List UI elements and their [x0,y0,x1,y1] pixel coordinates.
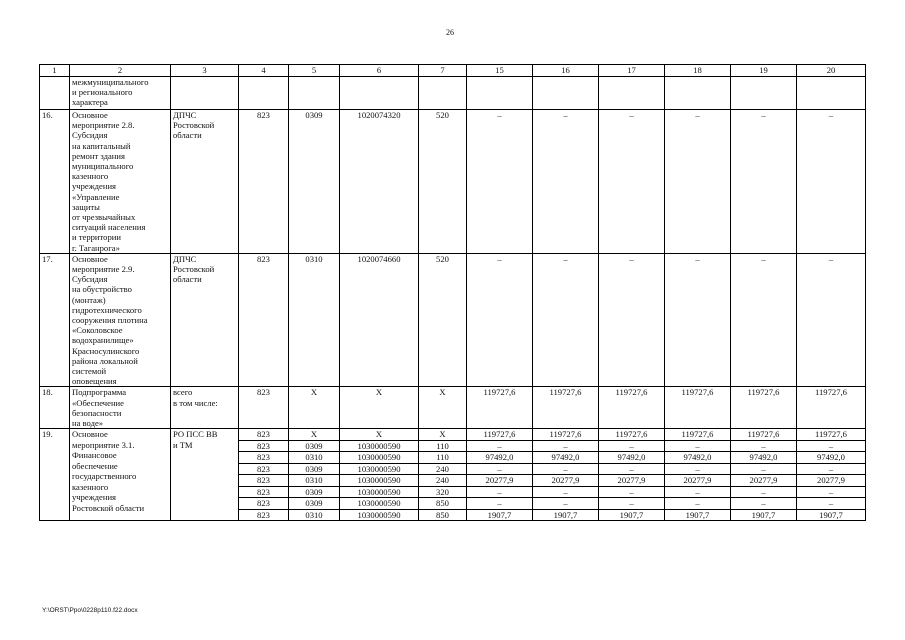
value-cell: 119727,6 [599,429,665,441]
name-line: Финансовое [72,450,117,461]
expense-code-cell: 520 [419,253,467,387]
expense-code-cell: 240 [419,475,467,487]
exec-line: в том числе: [173,397,218,408]
table-row [40,110,866,254]
num-cell: 16. [40,110,70,254]
value-cell: 97492,0 [599,452,665,464]
expense-code-cell: 110 [419,440,467,452]
gov-code-cell: 823 [239,498,289,510]
name-line: мероприятие 3.1. [72,439,135,450]
name-cell [70,387,171,429]
gov-code-cell: 823 [239,452,289,464]
expense-code-cell: Х [419,429,467,441]
header-cell: 16 [533,65,599,77]
header-cell: 5 [289,65,340,77]
value-cell: 119727,6 [533,387,599,429]
exec-line: ДПЧС [173,253,197,264]
gov-code-cell: 823 [239,463,289,475]
name-line: и территории [72,232,121,243]
value-cell: – [731,440,797,452]
value-cell: – [533,110,599,254]
value-cell: – [533,463,599,475]
code-cell [289,77,340,110]
value-cell: 97492,0 [731,452,797,464]
name-cell [70,110,171,254]
num-cell: 17. [40,253,70,387]
header-cell: 20 [797,65,866,77]
value-cell: – [665,110,731,254]
gov-code-cell: 823 [239,440,289,452]
value-cell: 119727,6 [665,387,731,429]
target-code-cell: 1030000590 [340,486,419,498]
value-cell: 119727,6 [731,429,797,441]
name-line: района локальной [72,355,138,366]
target-code-cell: Х [340,429,419,441]
value-cell: – [533,440,599,452]
gov-code-cell: 823 [239,253,289,387]
target-code-cell: 1030000590 [340,498,419,510]
name-line: ремонт здания [72,150,125,161]
exec-line: области [173,274,202,285]
value-cell: 97492,0 [533,452,599,464]
target-code-cell: Х [340,387,419,429]
target-code-cell: 1030000590 [340,475,419,487]
exec-cell [171,77,239,110]
expense-code-cell: 240 [419,463,467,475]
header-cell: 19 [731,65,797,77]
file-path-footer: Y:\ORST\Ppo\0228p110.f22.docx [42,607,138,614]
name-line: на воде» [72,418,104,429]
value-cell: – [731,498,797,510]
name-line: оповещения [72,376,117,387]
header-cell: 3 [171,65,239,77]
name-line: системой [72,366,107,377]
name-line: «Обеспечение [72,397,124,408]
value-cell: – [665,253,731,387]
value-cell: 119727,6 [665,429,731,441]
code-cell [419,77,467,110]
exec-cell [171,429,239,521]
section-code-cell: 0309 [289,486,340,498]
name-line: Красносулинского [72,345,140,356]
value-cell: 119727,6 [467,387,533,429]
name-line: от чрезвычайных [72,212,136,223]
name-line: Основное [72,253,108,264]
name-line: межмуниципального [72,77,149,87]
name-cell [70,77,171,110]
exec-cell [171,387,239,429]
header-cell: 6 [340,65,419,77]
value-cell: 97492,0 [665,452,731,464]
exec-line: и ТМ [173,439,193,450]
exec-line: РО ПСС ВВ [173,429,218,440]
name-line: государственного [72,471,137,482]
value-cell: – [467,110,533,254]
exec-line: Ростовской [173,264,215,275]
name-cell [70,253,171,387]
value-cell: – [731,253,797,387]
header-row [40,65,866,77]
value-cell: – [467,486,533,498]
expense-code-cell: 320 [419,486,467,498]
section-code-cell: 0310 [289,253,340,387]
name-line: на капитальный [72,140,131,151]
section-code-cell: 0310 [289,509,340,521]
section-code-cell: 0309 [289,440,340,452]
target-code-cell: 1020074320 [340,110,419,254]
name-line: водохранилище» [72,335,134,346]
name-line: на обустройство [72,284,132,295]
name-line: казенного [72,481,109,492]
header-cell: 4 [239,65,289,77]
value-cell: – [797,440,866,452]
value-cell: 97492,0 [467,452,533,464]
value-cell: 119727,6 [797,429,866,441]
section-code-cell: 0310 [289,475,340,487]
name-line: муниципального [72,161,134,172]
section-code-cell: 0309 [289,463,340,475]
name-line: Подпрограмма [72,387,127,398]
value-cell: – [467,463,533,475]
gov-code-cell: 823 [239,387,289,429]
exec-line: ДПЧС [173,110,197,120]
header-cell: 15 [467,65,533,77]
table-row [40,253,866,387]
table-body [40,65,866,521]
value-cell: 119727,6 [599,387,665,429]
name-line: «Соколовское [72,325,123,336]
name-line: учреждения [72,181,117,192]
expense-code-cell: 520 [419,110,467,254]
value-cell: 1907,7 [467,509,533,521]
num-cell [40,77,70,110]
name-line: г. Таганрога» [72,242,120,253]
gov-code-cell: 823 [239,509,289,521]
value-cell: 119727,6 [533,429,599,441]
num-cell: 19. [40,429,70,521]
value-cell: 119727,6 [731,387,797,429]
name-line: мероприятие 2.8. [72,120,135,131]
gov-code-cell: 823 [239,475,289,487]
code-cell [340,77,419,110]
name-line: сооружения плотина [72,315,148,326]
continuation-row [40,77,866,110]
name-line: Ростовской области [72,502,145,513]
value-cell: 97492,0 [797,452,866,464]
value-cell: 1907,7 [731,509,797,521]
value-cell: – [467,253,533,387]
target-code-cell: 1030000590 [340,452,419,464]
value-cell: – [533,498,599,510]
name-line: Субсидия [72,274,108,285]
table-row [40,429,866,441]
value-cell [665,77,731,110]
name-line: безопасности [72,407,122,418]
value-cell: 20277,9 [467,475,533,487]
value-cell: 119727,6 [467,429,533,441]
value-cell: – [797,486,866,498]
budget-table [39,64,866,521]
gov-code-cell: 823 [239,429,289,441]
value-cell: – [599,498,665,510]
value-cell: 20277,9 [731,475,797,487]
section-code-cell: Х [289,429,340,441]
expense-code-cell: 850 [419,498,467,510]
name-line: Основное [72,429,108,440]
name-line: «Управление [72,191,120,202]
value-cell [731,77,797,110]
value-cell: 20277,9 [599,475,665,487]
expense-code-cell: Х [419,387,467,429]
name-cell [70,429,171,521]
value-cell: 20277,9 [665,475,731,487]
exec-line: Ростовской [173,120,215,131]
value-cell: – [599,110,665,254]
value-cell: 1907,7 [665,509,731,521]
target-code-cell: 1030000590 [340,440,419,452]
page-number: 26 [446,28,454,37]
header-cell: 2 [70,65,171,77]
name-line: характера [72,97,108,108]
value-cell [599,77,665,110]
value-cell: 1907,7 [533,509,599,521]
value-cell: 20277,9 [797,475,866,487]
expense-code-cell: 110 [419,452,467,464]
name-line: гидротехнического [72,304,142,315]
value-cell: – [533,253,599,387]
value-cell: – [599,486,665,498]
header-cell: 1 [40,65,70,77]
name-line: Субсидия [72,130,108,141]
value-cell: – [665,463,731,475]
value-cell: – [731,486,797,498]
name-line: мероприятие 2.9. [72,264,135,275]
header-cell: 17 [599,65,665,77]
value-cell: – [731,463,797,475]
value-cell: – [599,440,665,452]
value-cell: – [665,498,731,510]
value-cell: 20277,9 [533,475,599,487]
value-cell: – [467,440,533,452]
num-cell: 18. [40,387,70,429]
value-cell: – [599,463,665,475]
value-cell: – [665,440,731,452]
value-cell: – [467,498,533,510]
value-cell: – [731,110,797,254]
expense-code-cell: 850 [419,509,467,521]
exec-line: области [173,130,202,141]
header-cell: 18 [665,65,731,77]
name-line: ситуаций населения [72,222,146,233]
value-cell: – [797,498,866,510]
section-code-cell: 0309 [289,110,340,254]
value-cell [797,77,866,110]
section-code-cell: 0310 [289,452,340,464]
table-row [40,387,866,429]
name-line: обеспечение [72,460,118,471]
name-line: казенного [72,171,109,182]
value-cell: – [797,110,866,254]
name-line: и регионального [72,87,133,98]
target-code-cell: 1030000590 [340,463,419,475]
exec-line: всего [173,387,193,398]
value-cell: 1907,7 [797,509,866,521]
value-cell: – [533,486,599,498]
name-line: учреждения [72,492,117,503]
name-line: (монтаж) [72,294,106,305]
value-cell: – [599,253,665,387]
value-cell: – [797,253,866,387]
value-cell: 1907,7 [599,509,665,521]
gov-code-cell: 823 [239,486,289,498]
value-cell [533,77,599,110]
section-code-cell: Х [289,387,340,429]
target-code-cell: 1020074660 [340,253,419,387]
header-cell: 7 [419,65,467,77]
value-cell: – [665,486,731,498]
value-cell: 119727,6 [797,387,866,429]
name-line: защиты [72,201,100,212]
section-code-cell: 0309 [289,498,340,510]
gov-code-cell: 823 [239,110,289,254]
code-cell [239,77,289,110]
value-cell: – [797,463,866,475]
exec-cell [171,110,239,254]
target-code-cell: 1030000590 [340,509,419,521]
exec-cell [171,253,239,387]
value-cell [467,77,533,110]
name-line: Основное [72,110,108,120]
